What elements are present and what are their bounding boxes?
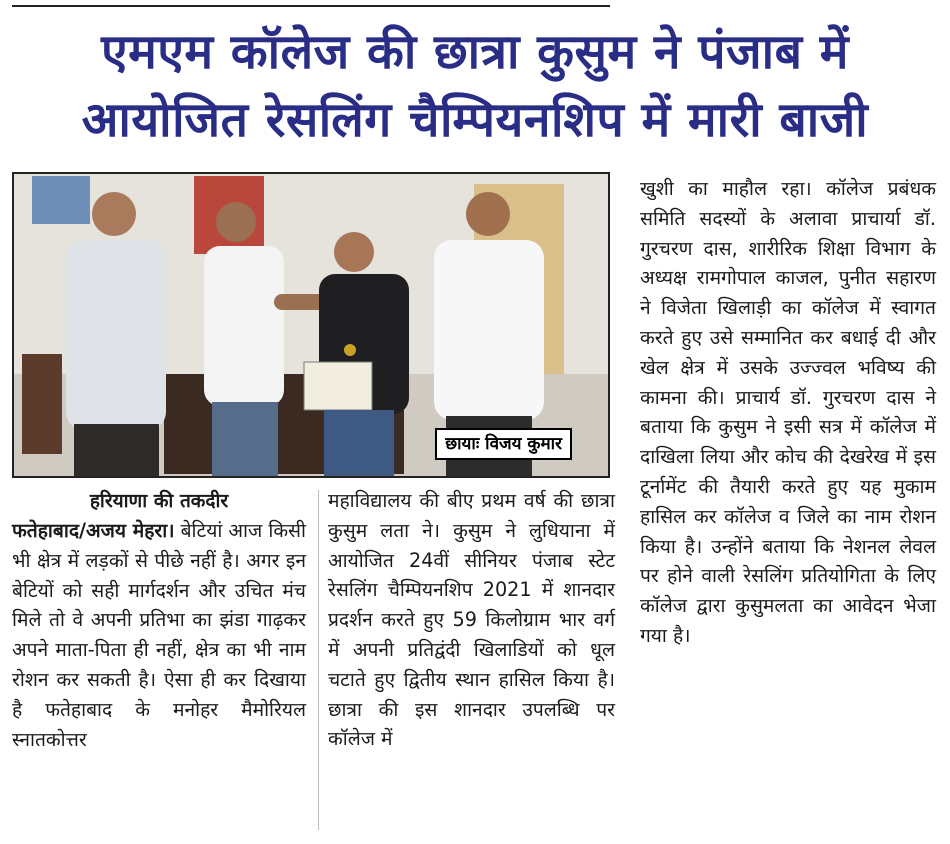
- person-2-body: [204, 246, 284, 406]
- certificate: [304, 362, 372, 410]
- person-4-body: [434, 240, 544, 420]
- person-2-legs: [212, 402, 278, 476]
- person-1-head: [92, 192, 136, 236]
- person-1-legs: [74, 424, 159, 476]
- article-column-3: [640, 174, 936, 651]
- headline: [14, 18, 936, 154]
- headline-line-1: एमएम कॉलेज की छात्रा कुसुम ने पंजाब में: [101, 24, 849, 80]
- column-1-text: बेटियां आज किसी भी क्षेत्र में लड़कों से पीछे नहीं है। अगर इन बेटियों को सही मार्गदर्शन और उचित मंच मिले तो वे अपनी प्रतिभा का झंडा गाढ़कर अपने माता-पिता ही नहीं, क्षेत्र का भी नाम रोशन कर सकती है। ऐसा ही कर दिखाया है फतेहाबाद के मनोहर मैमोरियल स्नातकोत्तर: [12, 519, 306, 751]
- medal: [344, 344, 356, 356]
- person-4-head: [466, 192, 510, 236]
- dateline: फतेहाबाद/अजय मेहरा।: [12, 519, 175, 542]
- column-divider: [318, 490, 319, 830]
- headline-line-2: आयोजित रेसलिंग चैम्पियनशिप में मारी बाजी: [81, 92, 869, 148]
- person-1-body: [66, 240, 166, 430]
- person-2-head: [216, 202, 256, 242]
- kicker: हरियाणा की तकदीर: [89, 490, 229, 512]
- cabinet: [22, 354, 62, 454]
- column-2-text: महाविद्यालय की बीए प्रथम वर्ष की छात्रा कुसुम लता ने। कुसुम ने लुधियाना में आयोजित 24वीं सीनियर पंजाब स्टेट रेसलिंग चैम्पियनशिप 2021 में शानदार प्रदर्शन करते हुए 59 किलोग्राम भार वर्ग में अपनी प्रतिद्वंदी खिलाडियों को धूल चटाते हुए द्वितीय स्थान हासिल किया है। छात्रा की इस शानदार उपलब्धि पर कॉलेज में: [328, 489, 615, 751]
- photo-credit: छायाः विजय कुमार: [435, 428, 572, 460]
- column-3-text: खुशी का माहौल रहा। कॉलेज प्रबंधक समिति सदस्यों के अलावा प्राचार्या डॉ. गुरचरण दास, शारीरिक शिक्षा विभाग के अध्यक्ष रामगोपाल काजल, पुनीत सहारण ने विजेता खिलाड़ी का कॉलेज में स्वागत करते हुए उसे सम्मानित कर बधाई दी और खेल क्षेत्र में उसके उज्ज्वल भविष्य की कामना की। प्राचार्य डॉ. गुरचरण दास ने बताया कि कुसुम ने इसी सत्र में कॉलेज में दाखिला लिया और कोच की देखरेख में इस टूर्नामेंट की तैयारी करते हुए यह मुकाम हासिल कर कॉलेज व जिले का नाम रोशन किया है। उन्होंने बताया कि नेशनल लेवल पर होने वाली रेसलिंग प्रतियोगिता के लिए कॉलेज द्वारा कुसुमलता का आवेदन भेजा गया है।: [640, 177, 936, 647]
- article-column-1: [12, 486, 306, 754]
- article-column-2: [328, 486, 615, 754]
- news-photo: [12, 172, 610, 478]
- winner-legs: [324, 410, 394, 476]
- winner-head: [334, 232, 374, 272]
- wall-picture: [32, 176, 90, 224]
- top-rule: [12, 0, 610, 7]
